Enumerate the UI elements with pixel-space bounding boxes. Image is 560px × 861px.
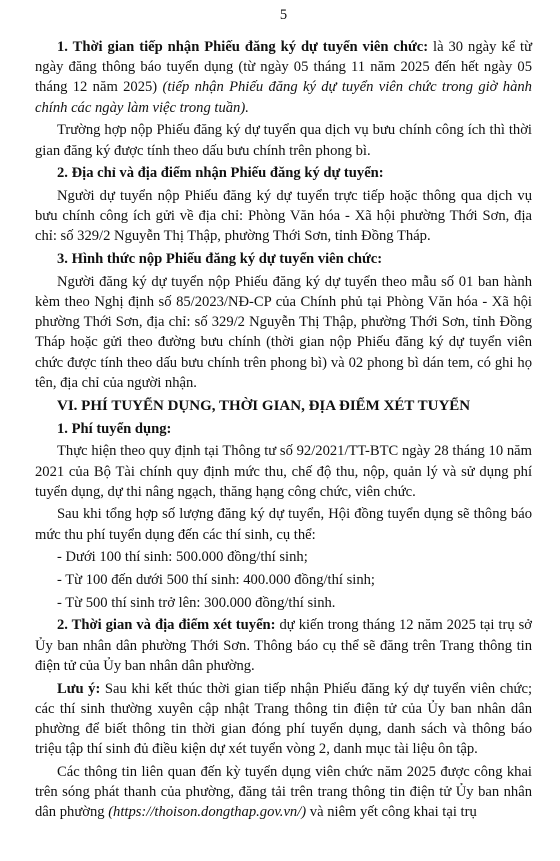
heading-reception-time: 1. Thời gian tiếp nhận Phiếu đăng ký dự tuyển viên chức: xyxy=(57,39,429,55)
paragraph-fee-notice: Sau khi tổng hợp số lượng đăng ký dự tuyển, Hội đồng tuyển dụng sẽ thông báo mức thu phí tuyển dụng đến các thí sinh, cụ thể: xyxy=(35,506,532,543)
reception-time-note: (tiếp nhận Phiếu đăng ký dự tuyển viên chức trong giờ hành chính các ngày làm việc trong tuần). xyxy=(35,79,532,116)
reception-time-text: là 30 ngày kể từ ngày đăng thông báo tuyển dụng (từ ngày 05 tháng 11 năm 2025 đến hết ngày 05 tháng 12 năm 2025) xyxy=(35,39,532,96)
page-number: 5 xyxy=(279,7,288,23)
paragraph-note: Lưu ý: Sau khi kết thúc thời gian tiếp nhận Phiếu đăng ký dự tuyển viên chức; các thí sinh thường xuyên cập nhật Trang thông tin điện tử của Ủy ban nhân dân phường để biết thông tin thời gian đóng phí tuyển dụng, danh sách và thông báo triệu tập thí sinh đủ điều kiện dự xét tuyển vòng 2, danh mục tài liệu ôn tập. xyxy=(35,680,532,758)
heading-submission-form: 3. Hình thức nộp Phiếu đăng ký dự tuyển viên chức: xyxy=(57,251,383,268)
paragraph-fee-regulation: Thực hiện theo quy định tại Thông tư số 92/2021/TT-BTC ngày 28 tháng 10 năm 2021 của Bộ Tài chính quy định mức thu, chế độ thu, nộp, quản lý và sử dụng phí tuyển dụng, dự thi nâng ngạch, thăng hạng công chức, viên chức. xyxy=(35,443,532,500)
document-body xyxy=(35,37,532,823)
heading-exam-time-location: 2. Thời gian và địa điểm xét tuyển: xyxy=(57,617,276,634)
paragraph-publicity: Các thông tin liên quan đến kỳ tuyển dụng viên chức năm 2025 được công khai trên sóng phát thanh của phường, đăng tải trên trang thông tin điện tử Ủy ban nhân dân phường (https://thoison.dongthap.gov.vn/) và niêm yết công khai tại trụ xyxy=(35,763,532,821)
fee-item: - Từ 100 đến dưới 500 thí sinh: 400.000 đồng/thí sinh; xyxy=(57,572,375,589)
website-link[interactable]: (https://thoison.dongthap.gov.vn/) xyxy=(108,804,307,821)
paragraph-address: Người dự tuyển nộp Phiếu đăng ký dự tuyển trực tiếp hoặc thông qua dịch vụ bưu chính công ích gửi về địa chỉ: Phòng Văn hóa - Xã hội phường Thới Sơn, địa chỉ: số 329/2 Nguyễn Thị Thập, phường Thới Sơn, tỉnh Đồng Tháp. xyxy=(35,187,532,245)
paragraph-submission-form: Người đăng ký dự tuyển nộp Phiếu đăng ký dự tuyển theo mẫu số 01 ban hành kèm theo Nghị định số 85/2023/NĐ-CP của Chính phủ tại Phòng Văn hóa - Xã hội phường Thới Sơn, địa chỉ: số 329/2 Nguyễn Thị Thập, phường Thới Sơn, tỉnh Đồng Tháp hoặc gửi theo đường bưu chính (thời gian nộp Phiếu đăng ký dự tuyển viên chức được tính theo dấu bưu chính trên phong bì) và 02 phong bì dán tem, có ghi họ tên, địa chỉ của người nhận. xyxy=(35,273,532,391)
fee-item: - Từ 500 thí sinh trở lên: 300.000 đồng/thí sinh. xyxy=(57,594,336,611)
paragraph-exam-time-location: 2. Thời gian và địa điểm xét tuyển: dự kiến trong tháng 12 năm 2025 tại trụ sở Ủy ban nhân dân phường Thới Sơn. Thông báo cụ thể sẽ đăng trên Trang thông tin điện tử của Ủy ban nhân dân phường. xyxy=(35,617,532,674)
paragraph-postal-registration: Trường hợp nộp Phiếu đăng ký dự tuyển qua dịch vụ bưu chính công ích thì thời gian đăng ký được tính theo dấu bưu chính trên phong bì. xyxy=(35,122,532,159)
heading-recruitment-fee: 1. Phí tuyển dụng: xyxy=(57,420,172,437)
fee-item: - Dưới 100 thí sinh: 500.000 đồng/thí sinh; xyxy=(57,549,308,566)
note-label: Lưu ý: xyxy=(57,680,101,697)
heading-address: 2. Địa chỉ và địa điểm nhận Phiếu đăng ký dự tuyển: xyxy=(57,165,384,182)
paragraph-reception-time xyxy=(35,37,532,118)
section-heading-vi: VI. PHÍ TUYỂN DỤNG, THỜI GIAN, ĐỊA ĐIỂM XÉT TUYỂN xyxy=(57,397,471,414)
